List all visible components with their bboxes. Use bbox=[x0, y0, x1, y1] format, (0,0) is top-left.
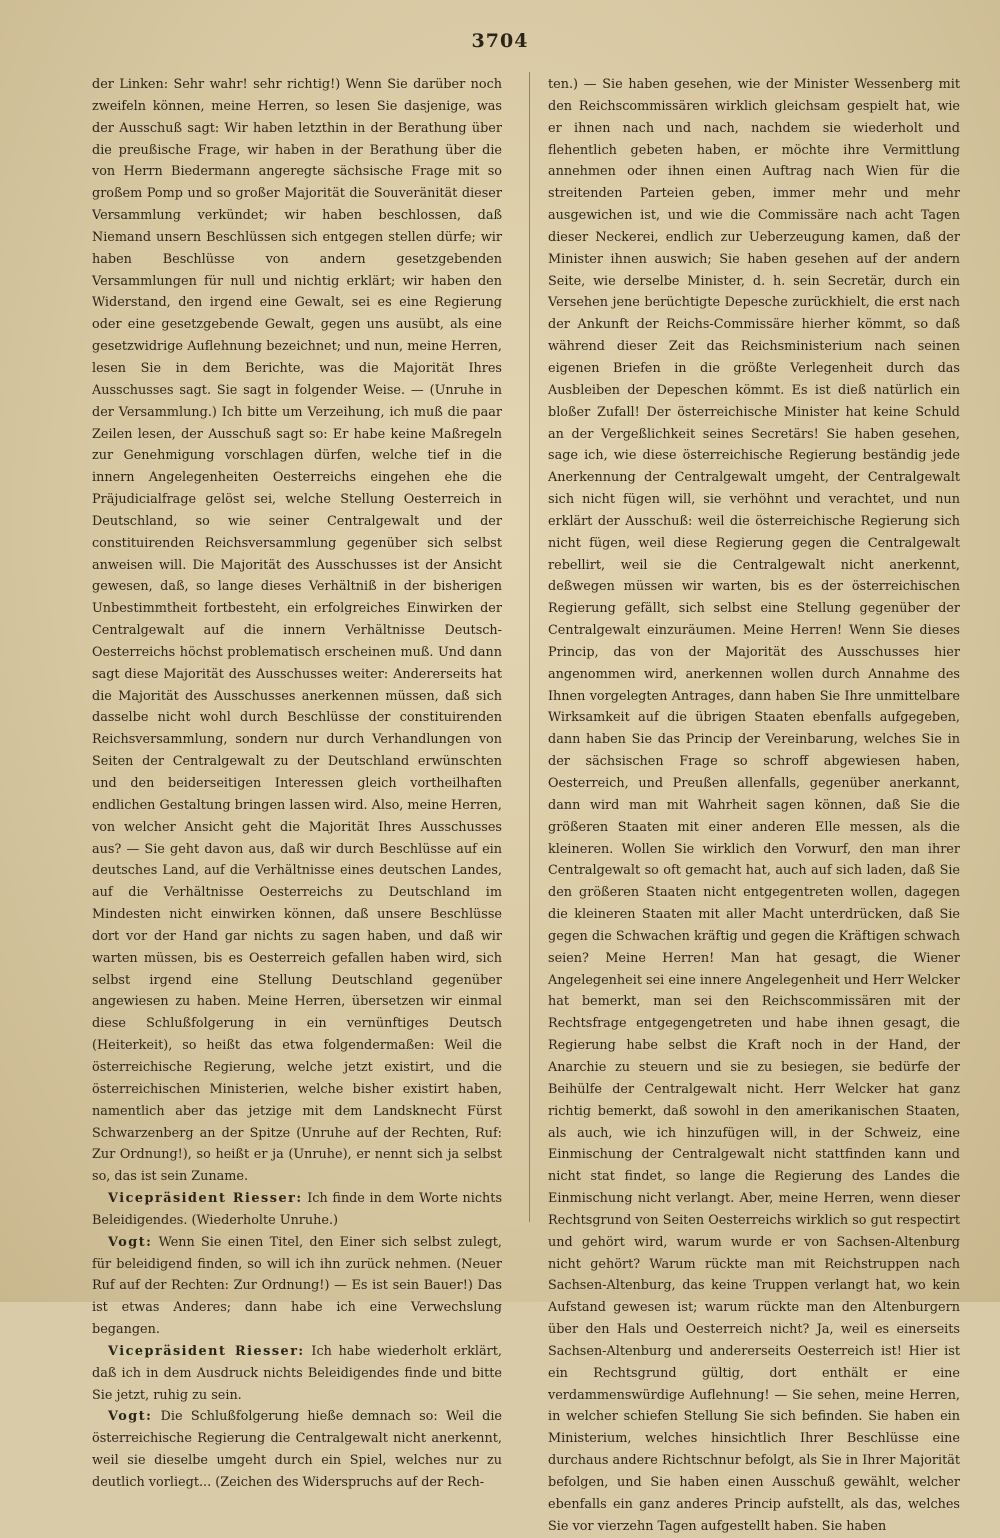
paragraph-text: Ich habe wiederholt erklärt, daß ich in dem Ausdruck nichts Beleidigendes finde und bitte Sie jetzt, ruhig zu sein. bbox=[92, 1343, 502, 1403]
left-column bbox=[92, 74, 502, 1494]
speaker-name: Vogt: bbox=[108, 1234, 153, 1250]
paragraph bbox=[548, 74, 960, 1538]
speaker-name: Vicepräsident Riesser: bbox=[108, 1191, 303, 1207]
speaker-name: Vogt: bbox=[108, 1409, 153, 1425]
paragraph-text: Die Schlußfolgerung hieße demnach so: Weil die österreichische Regierung die Centralgewalt nicht anerkennt, weil sie dieselbe umgeht durch ein Spiel, welches nur zu deutlich vorliegt... (Zeichen des Widerspruchs auf der Rech- bbox=[92, 1409, 502, 1490]
speaker-name: Vicepräsident Riesser: bbox=[108, 1343, 305, 1359]
paragraph bbox=[92, 74, 502, 1188]
right-column bbox=[548, 74, 960, 1538]
paragraph bbox=[92, 1188, 502, 1232]
paragraph bbox=[92, 1341, 502, 1407]
paragraph-text: der Linken: Sehr wahr! sehr richtig!) Wenn Sie darüber noch zweifeln können, meine Herren, so lesen Sie dasjenige, was der Ausschuß sagt: Wir haben letzthin in der Berathung über die preußische Frage, wir haben in der Berathung über die von Herrn Biedermann angeregte sächsische Frage mit so großem Pomp und so großer Majorität die Souveränität dieser Versammlung verkündet; wir haben beschlossen, daß Niemand unsern Beschlüssen sich entgegen stellen dürfe; wir haben Beschlüsse von andern gesetzgebenden Versammlungen für null und nichtig erklärt; wir haben den Widerstand, den irgend eine Gewalt, sei es eine Regierung oder eine gesetzgebende Gewalt, gegen uns ausübt, als eine gesetzwidrige Auflehnung bezeichnet; und nun, meine Herren, lesen Sie in dem Berichte, was die Majorität Ihres Ausschusses sagt. Sie sagt in folgender Weise. — (Unruhe in der Versammlung.) Ich bitte um Verzeihung, ich muß die paar Zeilen lesen, der Ausschuß sagt so: Er habe keine Maßregeln zur Genehmigung vorschlagen dürfen, welche tief in die innern Angelegenheiten Oesterreichs eingehen ehe die Präjudicialfrage gelöst sei, welche Stellung Oesterreich in Deutschland, so wie seiner Centralgewalt und der constituirenden Reichsversammlung gegenüber sich selbst anweisen will. Die Majorität des Ausschusses ist der Ansicht gewesen, daß, so lange dieses Verhältniß in der bisherigen Unbestimmtheit fortbesteht, ein erfolgreiches Einwirken der Centralgewalt auf die innern Verhältnisse Deutsch-Oesterreichs höchst problematisch erscheinen muß. Und dann sagt diese Majorität des Ausschusses weiter: Andererseits hat die Majorität des Ausschusses anerkennen müssen, daß sich dasselbe nicht wohl durch Beschlüsse der constituirenden Reichsversammlung, sondern nur durch Verhandlungen von Seiten der Centralgewalt zu der Deutschland erwünschten und den beiderseitigen Interessen gleich vortheilhaften endlichen Gestaltung bringen lassen wird. Also, meine Herren, von welcher Ansicht geht die Majorität Ihres Ausschusses aus? — Sie geht davon aus, daß wir durch Beschlüsse auf ein deutsches Land, auf die Verhältnisse eines deutschen Landes, auf die Verhältnisse Oesterreichs zu Deutschland im Mindesten nicht einwirken können, daß unsere Beschlüsse dort vor der Hand gar nichts zu sagen haben, und daß wir warten müssen, bis es Oesterreich gefallen haben wird, sich selbst irgend eine Stellung Deutschland gegenüber angewiesen zu haben. Meine Herren, übersetzen wir einmal diese Schlußfolgerung in ein vernünftiges Deutsch (Heiterkeit), so heißt das etwa folgendermaßen: Weil die österreichische Regierung, welche jetzt existirt, und die österreichischen Ministerien, welche bisher existirt haben, namentlich aber das jetzige mit dem Landsknecht Fürst Schwarzenberg an der Spitze (Unruhe auf der Rechten, Ruf: Zur Ordnung!), so heißt er ja (Unruhe), er nennt sich ja selbst so, das ist sein Zuname. bbox=[92, 77, 502, 1185]
page-number: 3704 bbox=[471, 30, 529, 52]
paragraph bbox=[92, 1232, 502, 1341]
paragraph bbox=[92, 1406, 502, 1493]
paragraph-text: ten.) — Sie haben gesehen, wie der Minister Wessenberg mit den Reichscommissären wirklich gleichsam gespielt hat, wie er ihnen nach und nach, nachdem sie wiederholt und flehentlich gebeten haben, er möchte ihre Vermittlung annehmen oder ihnen einen Auftrag nach Wien für die streitenden Parteien geben, immer mehr und mehr ausgewichen ist, und wie die Commissäre nach acht Tagen dieser Neckerei, endlich zur Ueberzeugung kamen, daß der Minister ihnen auswich; Sie haben gesehen auf der andern Seite, wie derselbe Minister, d. h. sein Secretär, durch ein Versehen jene berüchtigte Depesche zurückhielt, die erst nach der Ankunft der Reichs-Commissäre hierher kömmt, so daß während dieser Zeit das Reichsministerium nach seinen eigenen Briefen in die größte Verlegenheit durch das Ausbleiben der Depeschen kömmt. Es ist dieß natürlich ein bloßer Zufall! Der österreichische Minister hat keine Schuld an der Vergeßlichkeit seines Secretärs! Sie haben gesehen, sage ich, wie diese österreichische Regierung beständig jede Anerkennung der Centralgewalt umgeht, der Centralgewalt sich nicht fügen will, sie verhöhnt und verachtet, und nun erklärt der Ausschuß: weil die österreichische Regierung sich nicht fügen, weil diese Regierung gegen die Centralgewalt rebellirt, weil sie die Centralgewalt nicht anerkennt, deßwegen müssen wir warten, bis es der österreichischen Regierung gefällt, sich selbst eine Stellung gegenüber der Centralgewalt einzuräumen. Meine Herren! Wenn Sie dieses Princip, das von der Majorität des Ausschusses hier angenommen wird, anerkennen wollen durch Annahme des Ihnen vorgelegten Antrages, dann haben Sie Ihre unmittelbare Wirksamkeit auf die übrigen Staaten ebenfalls aufgegeben, dann haben Sie das Princip der Vereinbarung, welches Sie in der sächsischen Frage so schroff abgewiesen haben, Oesterreich, und Preußen allenfalls, gegenüber anerkannt, dann wird man mit Wahrheit sagen können, daß Sie die größeren Staaten mit einer anderen Elle messen, als die kleineren. Wollen Sie wirklich den Vorwurf, den man ihrer Centralgewalt so oft gemacht hat, auch auf sich laden, daß Sie den größeren Staaten nicht entgegentreten wollen, dagegen die kleineren Staaten mit aller Macht unterdrücken, daß Sie gegen die Schwachen kräftig und gegen die Kräftigen schwach seien? Meine Herren! Man hat gesagt, die Wiener Angelegenheit sei eine innere Angelegenheit und Herr Welcker hat bemerkt, man sei den Reichscommissären mit der Rechtsfrage entgegengetreten und habe ihnen gesagt, die Regierung habe selbst die Kraft noch in der Hand, der Anarchie zu steuern und sie zu besiegen, sie bedürfe der Beihülfe der Centralgewalt nicht. Herr Welcker hat ganz richtig bemerkt, daß sowohl in den amerikanischen Staaten, als auch, wie ich hinzufügen will, in der Schweiz, eine Einmischung der Centralgewalt nicht stattfinden kann und nicht stat findet, so lange die Regierung des Landes die Einmischung nicht verlangt. Aber, meine Herren, wenn dieser Rechtsgrund von Seiten Oesterreichs wirklich so gut respectirt und gehört wird, warum wurde er von Sachsen-Altenburg nicht gehört? Warum rückte man mit Reichstruppen nach Sachsen-Altenburg, das keine Truppen verlangt hat, wo kein Aufstand gewesen ist; warum rückte man den Altenburgern über den Hals und Oesterreich nicht? Ja, weil es einerseits Sachsen-Altenburg und andererseits Oesterreich ist! Hier ist ein Rechtsgrund gültig, dort enthält er eine verdammenswürdige Auflehnung! — Sie sehen, meine Herren, in welcher schiefen Stellung Sie sich befinden. Sie haben ein Ministerium, welches hinsichtlich Ihrer Beschlüsse eine durchaus andere Richtschnur befolgt, als Sie in Ihrer Majorität befolgen, und Sie haben einen Ausschuß gewählt, welcher ebenfalls ein ganz anderes Princip aufstellt, als das, welches Sie vor vierzehn Tagen aufgestellt haben. Sie haben bbox=[548, 77, 960, 1534]
paragraph-text: Wenn Sie einen Titel, den Einer sich selbst zulegt, für beleidigend finden, so will ich ihn zurück nehmen. (Neuer Ruf auf der Rechten: Zur Ordnung!) — Es ist sein Bauer!) Das ist etwas Anderes; dann habe ich eine Verwechslung begangen. bbox=[92, 1234, 502, 1338]
paragraph-text: Ich finde in dem Worte nichts Beleidigendes. (Wiederholte Unruhe.) bbox=[92, 1191, 503, 1228]
column-divider bbox=[529, 72, 530, 1222]
